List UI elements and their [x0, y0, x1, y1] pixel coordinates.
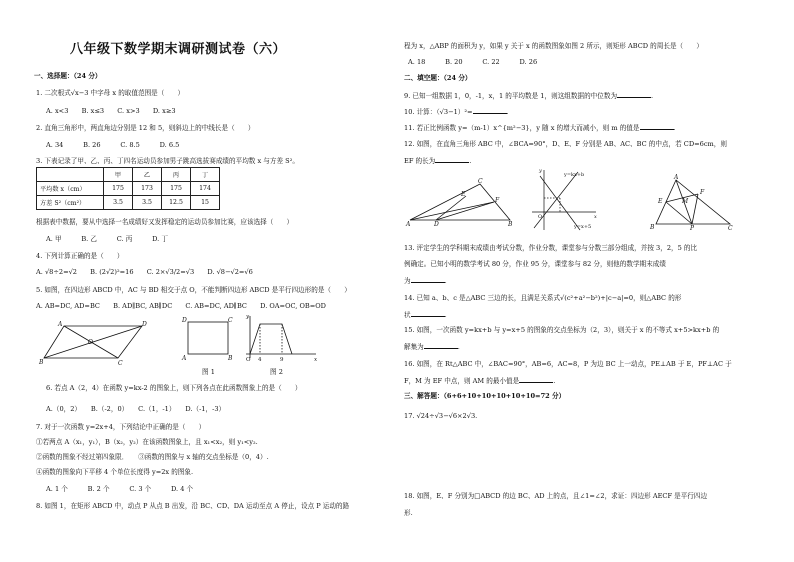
table-cell: 平均数 x（cm） — [37, 182, 104, 196]
line-graph-figure-q15 — [530, 168, 600, 234]
table-cell: 174 — [191, 182, 220, 196]
athlete-table — [36, 167, 220, 210]
question-9: 9. 已知一组数据 1，0，-1，x，1 的平均数是 1，则这组数据的中位数为 . — [404, 92, 654, 100]
svg-text:D: D — [434, 221, 439, 228]
question-14-end: 状 . — [404, 311, 447, 319]
table-cell: 12.5 — [162, 196, 191, 210]
svg-text:B: B — [650, 224, 655, 231]
question-3: 3. 下表记录了甲、乙、丙、丁四名运动员参加男子跳高选拔赛成绩的平均数 x 与方差 S²。 — [36, 157, 299, 165]
table-header-row — [37, 168, 220, 182]
svg-text:M: M — [682, 198, 689, 205]
question-5: 5. 如图，在四边形 ABCD 中，AC 与 BD 相交于点 O，不能判断四边形 ABCD 是平行四边形的是（ ） — [36, 286, 351, 294]
svg-text:E: E — [461, 191, 466, 198]
svg-text:P: P — [690, 225, 695, 232]
question-12-continued: EF 的长为 . — [404, 157, 472, 165]
page-title: 八年级下数学期末调研测试卷（六） — [70, 42, 287, 57]
svg-text:y=kx+b: y=kx+b — [564, 172, 585, 178]
svg-text:A: A — [406, 221, 411, 228]
table-cell: 丁 — [191, 168, 220, 182]
svg-text:C: C — [478, 178, 483, 185]
question-3-options: A. 甲 B. 乙 C. 丙 D. 丁 — [46, 235, 168, 243]
question-2: 2. 直角三角形中，两直角边分别是 12 和 5，则斜边上的中线长是（ ） — [36, 124, 255, 132]
svg-text:A: A — [674, 174, 679, 181]
question-8-continued: 程为 x，△ABP 的面积为 y，如果 y 关于 x 的函数图象如图 2 所示，则矩形 ABCD 的周长是（ ） — [404, 42, 703, 50]
figure-2-caption: 图 2 — [270, 368, 283, 376]
table-cell: 175 — [104, 182, 133, 196]
svg-text:A: A — [182, 355, 187, 362]
table-cell: 3.5 — [104, 196, 133, 210]
figure-1-caption: 图 1 — [202, 368, 215, 376]
svg-text:C: C — [228, 317, 233, 324]
parallelogram-figure — [38, 318, 148, 368]
question-7: 7. 对于一次函数 y=2x+4，下列结论中正确的是（ ） — [36, 423, 206, 431]
table-cell: 丙 — [162, 168, 191, 182]
svg-text:4: 4 — [258, 357, 262, 363]
question-7-statement-3: ④函数的图象向下平移 4 个单位长度得 y=2x 的图象. — [36, 468, 194, 476]
question-1-options: A. x<3 B. x≤3 C. x>3 D. x≥3 — [46, 107, 176, 115]
question-13-end: 为 . — [404, 277, 447, 285]
question-11: 11. 若正比例函数 y=（m-1）x^{m²−3}，y 随 x 的增大而减小，则 m 的值是 . — [404, 124, 676, 132]
question-8-options: A. 18 B. 20 C. 22 D. 26 — [408, 58, 538, 66]
answer-blank[interactable] — [617, 91, 651, 98]
table-cell: 甲 — [104, 168, 133, 182]
svg-text:y: y — [539, 168, 542, 174]
svg-text:O: O — [88, 339, 93, 346]
question-3-prompt: 根据表中数据，要从中选择一名成绩好又发挥稳定的运动员参加比赛，应该选择（ ） — [36, 218, 294, 226]
table-cell: 175 — [162, 182, 191, 196]
svg-text:B: B — [228, 355, 233, 362]
question-13-continued: 例确定。已知小明的数学考试 80 分，作业 95 分，课堂参与 82 分，则他的数学期末成绩 — [404, 260, 666, 268]
question-14: 14. 已知 a、b、c 是△ABC 三边的长，且满足关系式√(c²+a²−b²)+|c−a|=0，则△ABC 的形 — [404, 294, 682, 302]
question-12: 12. 如图，在直角三角形 ABC 中，∠BCA=90°，D、E、F 分别是 AB、AC、BC 的中点，若 CD=6cm，则 — [404, 140, 727, 148]
question-8: 8. 如图 1，在矩形 ABCD 中，动点 P 从点 B 出发，沿 BC、CD、DA 运动至点 A 停止，设点 P 运动的路 — [36, 502, 350, 510]
question-7-statement-2: ②函数的图象不经过第四象限． ③函数的图象与 x 轴的交点坐标是（0，4）. — [36, 453, 269, 461]
question-15b-text: 解集为 — [404, 343, 424, 351]
table-cell: 乙 — [133, 168, 162, 182]
answer-blank[interactable] — [519, 376, 553, 383]
rectangle-figure — [182, 316, 232, 362]
svg-text:F: F — [495, 197, 500, 204]
answer-blank[interactable] — [640, 123, 674, 130]
question-15: 15. 如图，一次函数 y=kx+b 与 y=x+5 的图象的交点坐标为（2，3），则关于 x 的不等式 x+5>kx+b 的 — [404, 326, 720, 334]
triangle-figure-q12 — [406, 178, 516, 226]
question-16-end: F，M 为 EF 中点，则 AM 的最小值是 . — [404, 377, 556, 385]
section-choice-heading: 一、选择题：（24 分） — [34, 72, 102, 80]
question-10: 10. 计算：（√3−1）²= . — [404, 108, 509, 116]
function-graph-figure — [240, 314, 320, 364]
question-6-options: A.（0，2） B.（-2，0） C.（1，-1） D.（-1，-3） — [46, 405, 226, 413]
question-11-text: 11. 若正比例函数 y=（m-1）x^{m²−3}，y 随 x 的增大而减小，则 m 的值是 — [404, 124, 640, 132]
answer-blank[interactable] — [424, 342, 458, 349]
answer-blank[interactable] — [473, 107, 507, 114]
question-17: 17. √24÷√3−√6×2√3. — [404, 412, 478, 420]
svg-text:O: O — [538, 214, 543, 220]
question-4-options: A. √8÷2=√2 B. (2√2)²=16 C. 2×√3/2=√3 D. √8−√2=√6 — [36, 268, 253, 276]
svg-text:B: B — [39, 359, 44, 366]
question-2-options: A. 34 B. 26 C. 8.5 D. 6.5 — [46, 141, 180, 149]
svg-text:B: B — [508, 221, 513, 228]
svg-text:F: F — [700, 189, 705, 196]
question-15-end: 解集为 . — [404, 343, 460, 351]
svg-text:A: A — [58, 321, 63, 328]
svg-text:E: E — [658, 198, 663, 205]
svg-text:C: C — [728, 225, 733, 232]
svg-text:D: D — [142, 321, 147, 328]
section-fill-heading: 二、填空题：（24 分） — [404, 74, 472, 82]
question-16: 16. 如图，在 Rt△ABC 中，∠BAC=90°，AB=6，AC=8，P 为边 BC 上一动点，PE⊥AB 于 E，PF⊥AC 于 — [404, 360, 732, 368]
svg-text:9: 9 — [280, 357, 284, 363]
svg-text:y=x+5: y=x+5 — [574, 224, 592, 230]
svg-text:D: D — [182, 317, 187, 324]
table-row — [37, 182, 220, 196]
question-14b-text: 状 — [404, 311, 411, 319]
question-13: 13. 评定学生的学科期末成绩由考试分数，作业分数，课堂参与分数三部分组成，并按 3，2，5 的比 — [404, 244, 698, 252]
answer-blank[interactable] — [411, 310, 445, 317]
question-16b-text: F，M 为 EF 中点，则 AM 的最小值是 — [404, 377, 520, 385]
table-row — [37, 196, 220, 210]
table-cell — [37, 168, 104, 182]
question-7-statement-1: ①若两点 A（x₁，y₁），B（x₂，y₂）在该函数图象上，且 x₁<x₂，则 y₁<y₂. — [36, 438, 258, 446]
table-cell: 3.5 — [133, 196, 162, 210]
question-18: 18. 如图，E、F 分别为□ABCD 的边 BC、AD 上的点，且∠1=∠2，求证：四边形 AECF 是平行四边 — [404, 492, 708, 500]
section-solve-heading: 三、解答题：（6+6+10+10+10+10+10=72 分） — [404, 392, 566, 400]
table-cell: 15 — [191, 196, 220, 210]
question-7-options: A. 1 个 B. 2 个 C. 3 个 D. 4 个 — [46, 485, 194, 493]
question-10-text: 10. 计算：（√3−1）²= — [404, 108, 473, 116]
question-12b-text: EF 的长为 — [404, 157, 436, 165]
question-9-text: 9. 已知一组数据 1，0，-1，x，1 的平均数是 1，则这组数据的中位数为 — [404, 92, 618, 100]
answer-blank[interactable] — [435, 156, 469, 163]
question-4: 4. 下列计算正确的是（ ） — [36, 252, 124, 260]
triangle-figure-q16 — [650, 174, 734, 230]
svg-text:x: x — [314, 357, 318, 363]
question-1: 1. 二次根式√x−3 中字母 x 的取值范围是（ ） — [36, 89, 185, 97]
question-5-options: A. AB=DC, AD=BC B. AD∥BC, AB∥DC C. AB=DC, AD∥BC D. OA=OC, OB=OD — [36, 302, 326, 310]
svg-text:C: C — [118, 360, 123, 367]
svg-text:O: O — [246, 357, 251, 363]
table-cell: 方差 S²（cm²） — [37, 196, 104, 210]
svg-text:x: x — [594, 214, 597, 220]
table-cell: 173 — [133, 182, 162, 196]
answer-blank[interactable] — [411, 276, 445, 283]
question-13c-text: 为 — [404, 277, 411, 285]
svg-text:y: y — [246, 314, 250, 320]
question-18-end: 形. — [404, 509, 413, 517]
question-6: 6. 若点 A（2，4）在函数 y=kx-2 的图象上，则下列各点在此函数图象上的是（ ） — [46, 384, 302, 392]
